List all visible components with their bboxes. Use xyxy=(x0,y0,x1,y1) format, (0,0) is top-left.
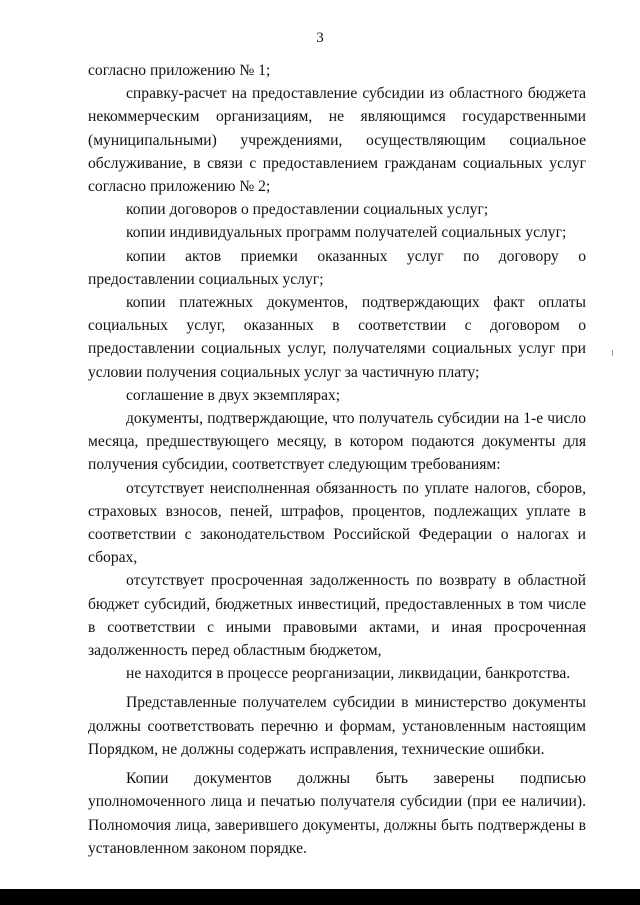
list-item-subsidy-calculation: справку-расчет на предоставление субсидии из областного бюджета некоммерческим организациям, не являющимся государственными (муниципальными) учреждениями, осуществляющим социальное обслуживание, в связи с предоставлением гражданам социальных услуг согласно приложению № 2; xyxy=(88,85,586,196)
paragraph-copies-certification: Копии документов должны быть заверены подписью уполномоченного лица и печатью получателя субсидии (при ее наличии). Полномочия лица, заверившего документы, должны быть подтверждены в установленном законом порядке. xyxy=(88,770,586,857)
paragraph-documents-conformity: Представленные получателем субсидии в министерство документы должны соответствовать перечню и формам, установленным настоящим Порядком, не должны содержать исправления, технические ошибки. xyxy=(88,694,586,758)
page-number: 3 xyxy=(316,30,324,46)
list-item-compliance-documents: документы, подтверждающие, что получатель субсидии на 1-е число месяца, предшествующего месяцу, в котором подаются документы для получения субсидии, соответствует следующим требованиям: xyxy=(88,410,586,474)
requirement-no-overdue-debt: отсутствует просроченная задолженность по возврату в областной бюджет субсидий, бюджетных инвестиций, предоставленных в том числе в соответствии с иными правовыми актами, и иная просроченная задолженность перед областным бюджетом, xyxy=(88,572,586,660)
list-item-service-contracts: копии договоров о предоставлении социальных услуг; xyxy=(126,201,489,219)
list-item-agreement: соглашение в двух экземплярах; xyxy=(126,386,341,404)
list-item-payment-documents: копии платежных документов, подтверждающих факт оплаты социальных услуг, оказанных в соответствии с договором о предоставлении социальных услуг, получателями социальных услуг при условии получения социальных услуг за частичную плату; xyxy=(88,294,586,381)
scan-bottom-edge xyxy=(0,889,640,905)
list-item-attachment-1: согласно приложению № 1; xyxy=(88,62,271,79)
document-body xyxy=(88,59,586,860)
requirement-no-reorganization: не находится в процессе реорганизации, ликвидации, банкротства. xyxy=(126,665,571,683)
list-item-acceptance-acts: копии актов приемки оказанных услуг по договору о предоставлении социальных услуг; xyxy=(88,247,586,288)
scan-speck xyxy=(612,350,613,356)
list-item-individual-programs: копии индивидуальных программ получателей социальных услуг; xyxy=(126,224,567,242)
requirement-no-tax-debt: отсутствует неисполненная обязанность по уплате налогов, сборов, страховых взносов, пеней, штрафов, процентов, подлежащих уплате в соответствии с законодательством Российской Федерации о налогах и сборах, xyxy=(88,479,586,567)
